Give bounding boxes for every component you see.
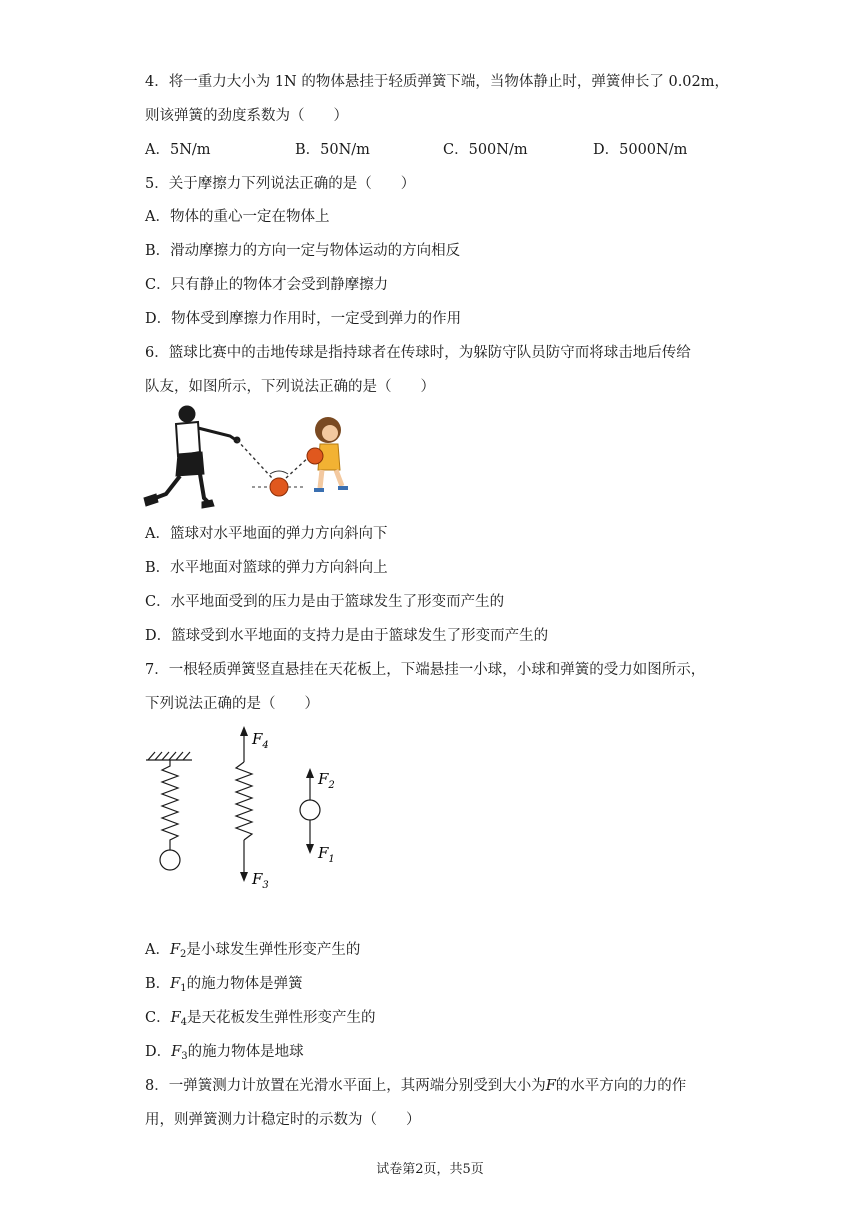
q7-stem-line2: 下列说法正确的是（ ） bbox=[145, 696, 319, 712]
q7-option-a-prefix: A． bbox=[145, 942, 170, 958]
q7-option-c[interactable] bbox=[145, 1008, 376, 1033]
q5-stem: 5．关于摩擦力下列说法正确的是（ ） bbox=[145, 176, 416, 192]
q5-option-c[interactable]: C．只有静止的物体才会受到静摩擦力 bbox=[145, 277, 389, 293]
spring-free-body bbox=[236, 762, 252, 840]
q8-stem-part1: 8．一弹簧测力计放置在光滑水平面上，其两端分别受到大小为 bbox=[145, 1078, 546, 1094]
q4-option-b[interactable]: B．50N/m bbox=[295, 142, 370, 158]
svg-text:F3 bbox=[251, 870, 269, 891]
q7-option-c-var: F bbox=[170, 1010, 181, 1026]
ceiling-hatch bbox=[146, 752, 192, 760]
passer-player-figure bbox=[144, 406, 240, 508]
f3-subscript: 3 bbox=[262, 880, 269, 891]
q7-option-c-sub: 4 bbox=[180, 1017, 188, 1028]
q6-option-c[interactable]: C．水平地面受到的压力是由于篮球发生了形变而产生的 bbox=[145, 594, 505, 610]
q7-option-a[interactable] bbox=[145, 940, 360, 965]
f4-subscript: 4 bbox=[262, 740, 269, 751]
f1-label: F bbox=[318, 844, 329, 862]
q7-option-b[interactable] bbox=[145, 974, 303, 999]
q7-option-d[interactable] bbox=[145, 1042, 304, 1067]
q8-stem-var: F bbox=[545, 1078, 556, 1094]
q7-option-b-text: 的施力物体是弹簧 bbox=[186, 976, 303, 992]
q4-option-c[interactable]: C．500N/m bbox=[443, 142, 528, 158]
q7-option-b-sub: 1 bbox=[180, 983, 187, 994]
q4-stem-line2: 则该弹簧的劲度系数为（ ） bbox=[145, 108, 348, 124]
basketball-icon bbox=[270, 478, 288, 496]
f4-label: F bbox=[252, 730, 263, 748]
q8-stem-part2: 的水平方向的力的作 bbox=[555, 1078, 687, 1094]
q7-option-b-prefix: B． bbox=[145, 976, 171, 992]
q7-option-a-var: F bbox=[169, 942, 181, 958]
q8-stem-line1 bbox=[145, 1076, 686, 1096]
q6-stem-line2: 队友，如图所示，下列说法正确的是（ ） bbox=[145, 379, 435, 395]
f2-label: F bbox=[318, 770, 329, 788]
q7-option-d-text: 的施力物体是地球 bbox=[187, 1044, 304, 1060]
q5-option-b[interactable]: B．滑动摩擦力的方向一定与物体运动的方向相反 bbox=[145, 243, 461, 259]
receiver-child-figure bbox=[307, 417, 348, 492]
q7-option-d-sub: 3 bbox=[181, 1051, 188, 1062]
hanging-ball bbox=[160, 850, 180, 870]
q7-option-a-text: 是小球发生弹性形变产生的 bbox=[186, 942, 361, 958]
f1-subscript: 1 bbox=[328, 854, 335, 865]
f2-subscript: 2 bbox=[328, 780, 335, 791]
q6-option-b[interactable]: B．水平地面对篮球的弹力方向斜向上 bbox=[145, 560, 388, 576]
f3-label: F bbox=[252, 870, 263, 888]
q6-option-d[interactable]: D．篮球受到水平地面的支持力是由于篮球发生了形变而产生的 bbox=[145, 628, 549, 644]
q7-option-c-prefix: C． bbox=[145, 1010, 171, 1026]
q7-option-c-text: 是天花板发生弹性形变产生的 bbox=[187, 1010, 376, 1026]
q7-option-b-var: F bbox=[170, 976, 181, 992]
bounce-pass-figure bbox=[140, 402, 365, 512]
q4-option-d[interactable]: D．5000N/m bbox=[593, 142, 688, 158]
q8-stem-line2: 用，则弹簧测力计稳定时的示数为（ ） bbox=[145, 1112, 421, 1128]
q7-option-d-prefix: D． bbox=[145, 1044, 172, 1060]
q7-option-a-sub: 2 bbox=[180, 949, 187, 960]
page-footer: 试卷第2页，共5页 bbox=[376, 1162, 484, 1177]
svg-text:F4 bbox=[251, 730, 269, 751]
q4-stem-line1: 4．将一重力大小为 1N 的物体悬挂于轻质弹簧下端，当物体静止时，弹簧伸长了 0.02m， bbox=[145, 74, 729, 90]
q5-option-a[interactable]: A．物体的重心一定在物体上 bbox=[145, 209, 330, 225]
q6-stem-line1: 6．篮球比赛中的击地传球是指持球者在传球时，为躲防守队员防守而将球击地后传给 bbox=[145, 345, 691, 361]
svg-text:F1 bbox=[317, 844, 335, 865]
q7-option-d-var: F bbox=[171, 1044, 182, 1060]
spring-force-figure bbox=[140, 720, 360, 895]
q5-option-d[interactable]: D．物体受到摩擦力作用时，一定受到弹力的作用 bbox=[145, 311, 462, 327]
ball-free-body bbox=[300, 800, 320, 820]
hanging-spring bbox=[162, 760, 178, 850]
q7-stem-line1: 7．一根轻质弹簧竖直悬挂在天花板上，下端悬挂一小球，小球和弹簧的受力如图所示， bbox=[145, 662, 706, 678]
svg-text:F2 bbox=[317, 770, 335, 791]
q6-option-a[interactable]: A．篮球对水平地面的弹力方向斜向下 bbox=[145, 526, 388, 542]
q4-option-a[interactable]: A．5N/m bbox=[145, 142, 211, 158]
